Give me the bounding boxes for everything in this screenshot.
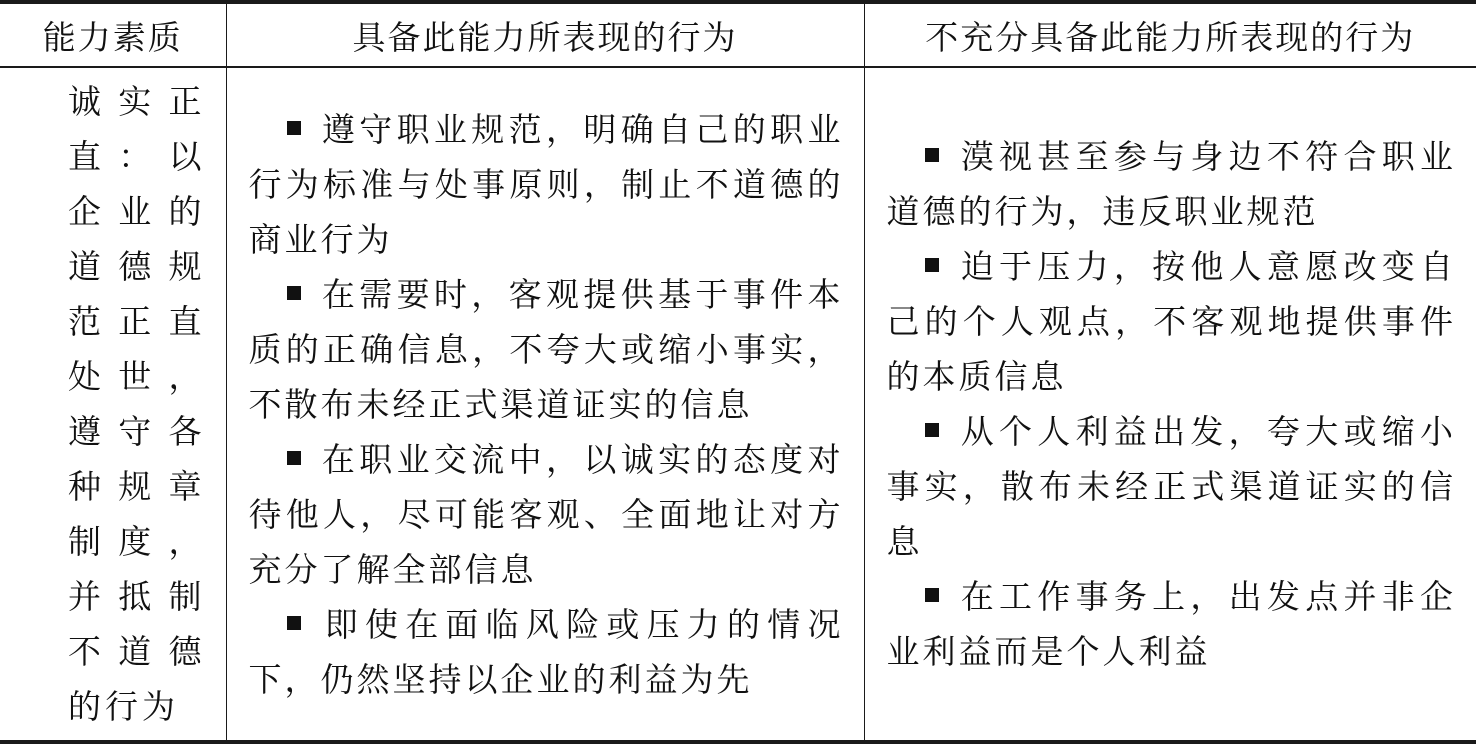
list-item-text: 遵守职业规范，明确自己的职业行为标准与处事原则，制止不道德的商业行为 bbox=[248, 109, 844, 259]
quality-cell bbox=[0, 67, 226, 742]
bullet-icon bbox=[925, 258, 939, 272]
list-item bbox=[887, 239, 1457, 404]
list-item bbox=[887, 404, 1457, 569]
list-item-text: 在工作事务上，出发点并非企业利益而是个人利益 bbox=[886, 577, 1456, 671]
list-item-text: 迫于压力，按他人意愿改变自己的个人观点，不客观地提供事件的本质信息 bbox=[886, 247, 1456, 396]
list-item bbox=[249, 267, 844, 432]
list-item-text: 从个人利益出发，夸大或缩小事实，散布未经正式渠道证实的信息 bbox=[886, 412, 1456, 561]
list-item-text: 在职业交流中，以诚实的态度对待他人，尽可能客观、全面地让对方充分了解全部信息 bbox=[248, 439, 844, 589]
list-item bbox=[249, 432, 844, 597]
has-ability-cell bbox=[226, 67, 864, 742]
list-item bbox=[887, 569, 1457, 679]
list-item-text: 漠视甚至参与身边不符合职业道德的行为，违反职业规范 bbox=[886, 137, 1456, 231]
bullet-icon bbox=[925, 423, 939, 437]
bullet-icon bbox=[925, 588, 939, 602]
header-has-ability: 具备此能力所表现的行为 bbox=[226, 2, 864, 67]
header-row bbox=[0, 2, 1476, 67]
bullet-icon bbox=[925, 148, 939, 162]
header-quality: 能力素质 bbox=[0, 2, 226, 67]
bullet-icon bbox=[287, 121, 301, 135]
bullet-icon bbox=[287, 616, 301, 630]
list-item bbox=[887, 129, 1457, 239]
list-item bbox=[249, 597, 844, 707]
bullet-icon bbox=[287, 286, 301, 300]
quality-text: 诚实正直：以企业的道德规范正直处世，遵守各种规章制度，并抵制不道德的行为 bbox=[68, 82, 206, 726]
bullet-icon bbox=[287, 451, 301, 465]
lacks-ability-cell bbox=[864, 67, 1476, 742]
table-row bbox=[0, 67, 1476, 742]
list-item bbox=[249, 102, 844, 267]
list-item-text: 在需要时，客观提供基于事件本质的正确信息，不夸大或缩小事实，不散布未经正式渠道证实的信息 bbox=[248, 274, 844, 424]
list-item-text: 即使在面临风险或压力的情况下，仍然坚持以企业的利益为先 bbox=[248, 604, 844, 699]
header-lacks-ability: 不充分具备此能力所表现的行为 bbox=[864, 2, 1476, 67]
